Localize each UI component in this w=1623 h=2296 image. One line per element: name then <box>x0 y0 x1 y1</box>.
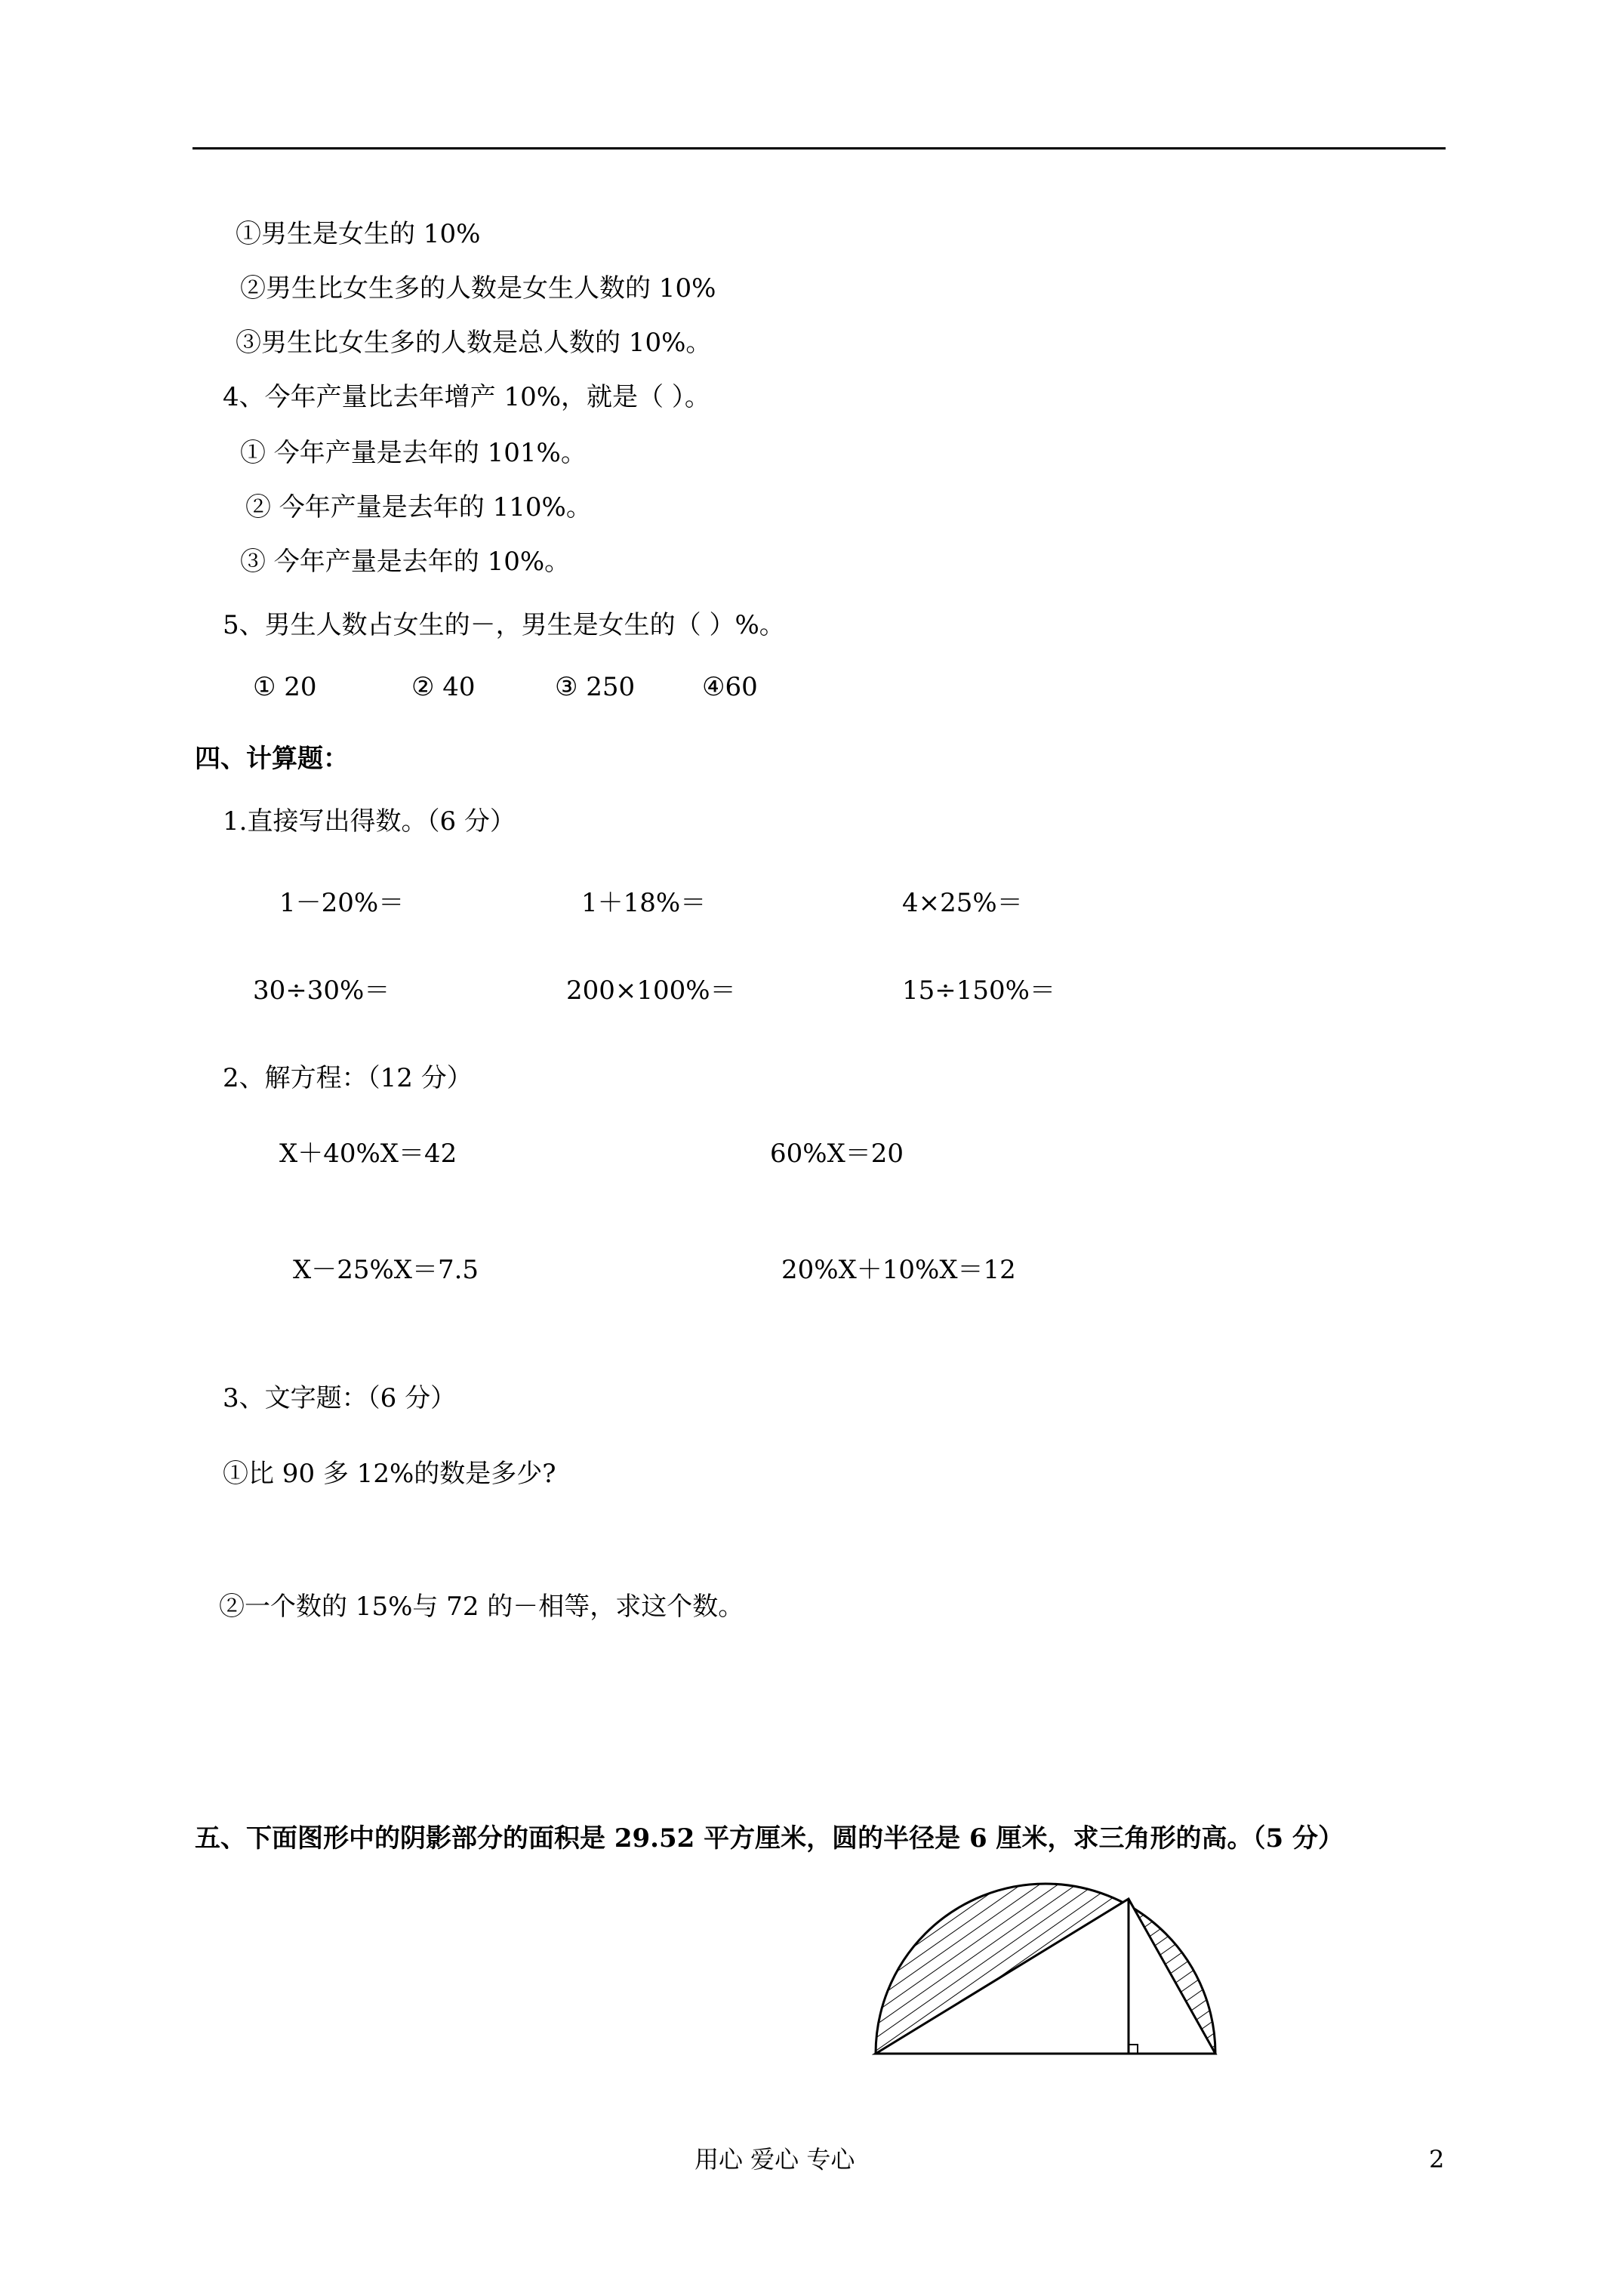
part1-title: 1.直接写出得数。（6 分） <box>223 806 516 837</box>
equation-4: 20%X＋10%X＝12 <box>781 1255 1016 1285</box>
q5-question: 5、男生人数占女生的－，男生是女生的（ ）%。 <box>223 610 785 640</box>
calc-item-2: 1＋18%＝ <box>581 888 707 918</box>
page-number: 2 <box>1429 2145 1445 2174</box>
q5-option-1: ① 20 <box>253 672 317 702</box>
section5-title: 五、下面图形中的阴影部分的面积是 29.52 平方厘米，圆的半径是 6 厘米，求三角形的高。（5 分） <box>195 1823 1344 1854</box>
equation-3: X－25%X＝7.5 <box>293 1255 479 1285</box>
top-option-3: ③男生比女生多的人数是总人数的 10%。 <box>236 328 712 358</box>
semicircle-triangle-figure <box>872 1872 1234 2069</box>
part3-title: 3、文字题：（6 分） <box>223 1383 457 1413</box>
calc-item-1: 1－20%＝ <box>279 888 405 918</box>
calc-item-3: 4×25%＝ <box>902 888 1023 918</box>
calc-item-5: 200×100%＝ <box>566 975 736 1006</box>
part2-title: 2、解方程：（12 分） <box>223 1063 473 1093</box>
section4-title: 四、计算题： <box>195 744 349 774</box>
q4-option-3: ③ 今年产量是去年的 10%。 <box>240 547 571 577</box>
word-problem-1: ①比 90 多 12%的数是多少? <box>223 1459 556 1489</box>
q5-option-4: ④60 <box>702 672 758 702</box>
top-option-2: ②男生比女生多的人数是女生人数的 10% <box>240 273 716 304</box>
q4-option-1: ① 今年产量是去年的 101%。 <box>240 438 587 468</box>
footer-motto: 用心 爱心 专心 <box>694 2145 855 2174</box>
q5-option-2: ② 40 <box>411 672 476 702</box>
header-rule <box>192 147 1446 149</box>
q4-option-2: ② 今年产量是去年的 110%。 <box>245 492 592 522</box>
top-option-1: ①男生是女生的 10% <box>236 219 481 249</box>
equation-2: 60%X＝20 <box>770 1139 904 1169</box>
q5-option-3: ③ 250 <box>555 672 636 702</box>
equation-1: X＋40%X＝42 <box>279 1139 457 1169</box>
calc-item-6: 15÷150%＝ <box>902 975 1055 1006</box>
q4-question: 4、今年产量比去年增产 10%，就是（ ）。 <box>223 382 710 412</box>
calc-item-4: 30÷30%＝ <box>253 975 390 1006</box>
word-problem-2: ②一个数的 15%与 72 的－相等，求这个数。 <box>219 1592 744 1622</box>
